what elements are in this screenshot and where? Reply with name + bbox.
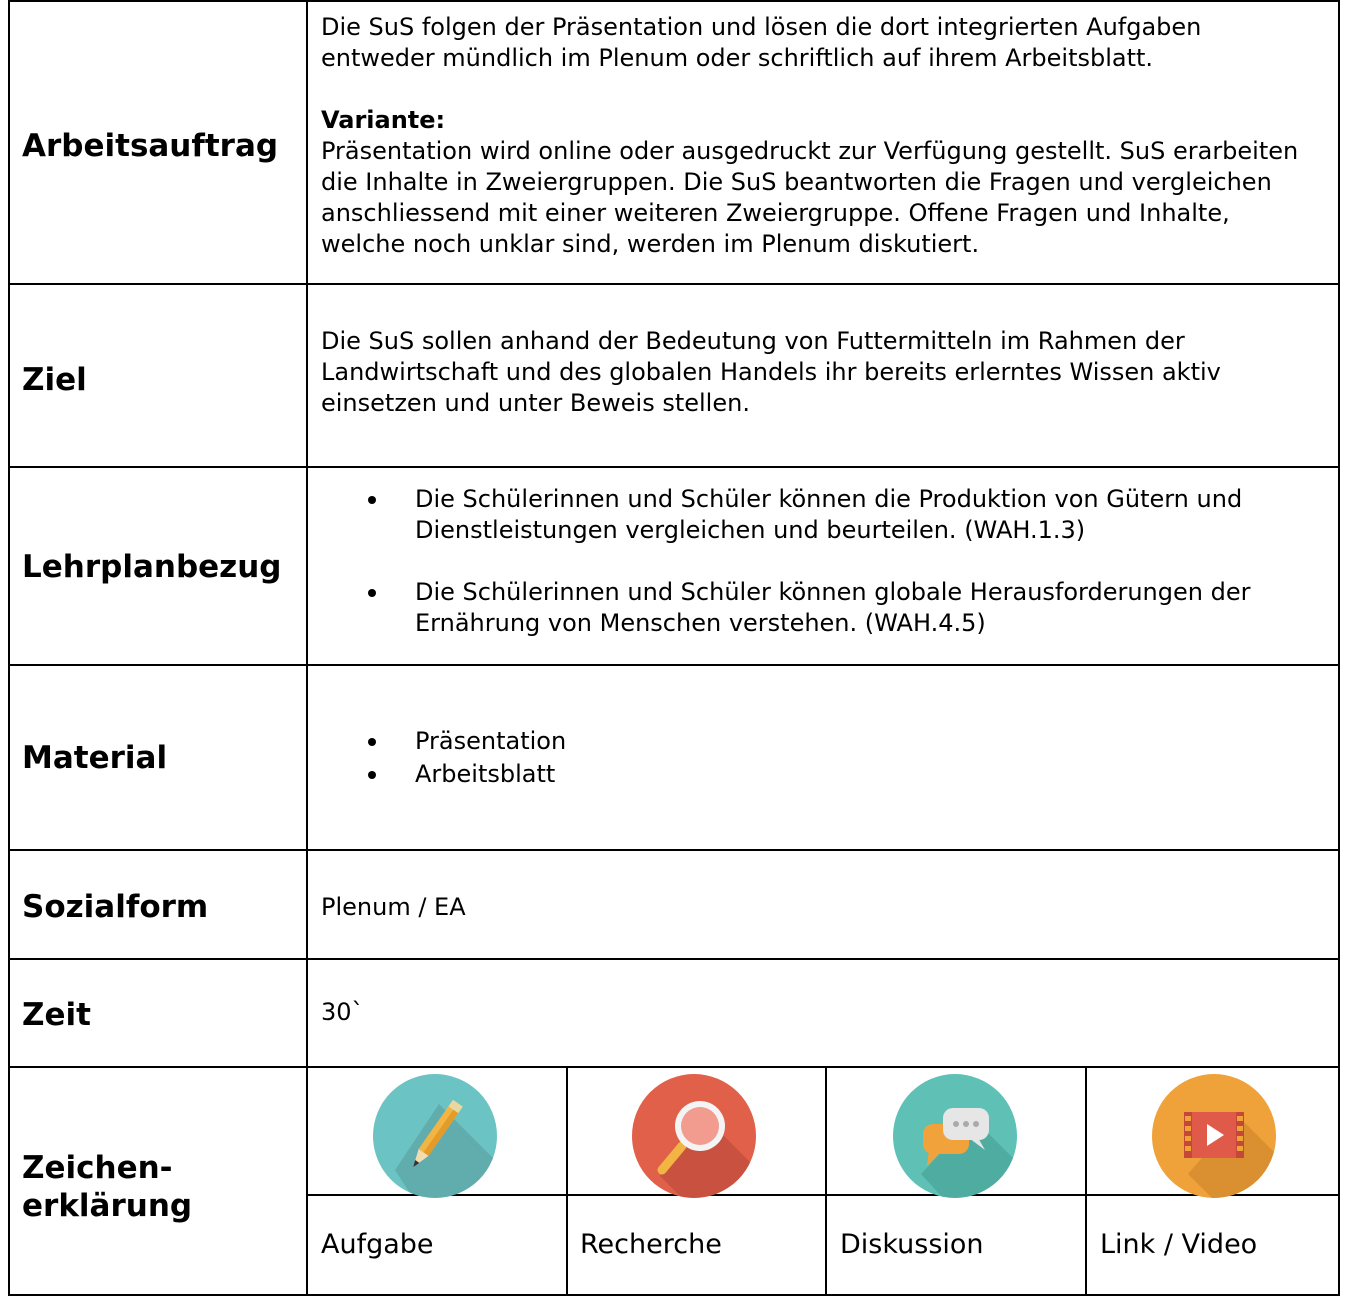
- row-label-zeichenerklaerung: [22, 1149, 192, 1225]
- zeit-value: 30`: [321, 998, 364, 1026]
- lehrplan-list: [321, 484, 1331, 639]
- row-label-material: Material: [22, 740, 168, 776]
- table-border: [566, 1066, 568, 1296]
- bullet-icon: [368, 738, 376, 746]
- row-label-lehrplanbezug: Lehrplanbezug: [22, 549, 282, 585]
- row-label-zeit: Zeit: [22, 997, 91, 1033]
- list-item: [321, 725, 1331, 758]
- ziel-content: [321, 326, 1331, 419]
- text-line: Die SuS sollen anhand der Bedeutung von Futtermitteln im Rahmen der: [321, 327, 1185, 355]
- bullet-icon: [368, 589, 376, 597]
- table-border: [8, 0, 1340, 2]
- table-border: [1085, 1066, 1087, 1296]
- text-line: einsetzen und unter Beweis stellen.: [321, 389, 750, 417]
- sozialform-value: Plenum / EA: [321, 893, 466, 921]
- text-line: Landwirtschaft und des globalen Handels ihr bereits erlerntes Wissen aktiv: [321, 358, 1221, 386]
- row-label-arbeitsauftrag: Arbeitsauftrag: [22, 128, 279, 164]
- row-label-ziel: Ziel: [22, 362, 87, 398]
- spacer: [321, 74, 1331, 105]
- table-border: [8, 283, 1340, 285]
- text-line: Präsentation wird online oder ausgedruckt zur Verfügung gestellt. SuS erarbeiten: [321, 137, 1299, 165]
- material-list: [321, 725, 1331, 791]
- table-border: [8, 1066, 1340, 1068]
- label-line: Zeichen-: [22, 1150, 173, 1186]
- table-border: [8, 466, 1340, 468]
- text-line: anschliessend mit einer weiteren Zweiergruppe. Offene Fragen und Inhalte,: [321, 199, 1230, 227]
- table-border: [306, 1194, 1340, 1196]
- list-item: [321, 484, 1331, 546]
- list-item: [321, 577, 1331, 639]
- variant-heading: Variante:: [321, 106, 446, 134]
- text-line: Die Schülerinnen und Schüler können die Produktion von Gütern und: [415, 485, 1243, 513]
- row-label-sozialform: Sozialform: [22, 889, 209, 925]
- legend-label-aufgabe: Aufgabe: [321, 1229, 434, 1260]
- text-line: die Inhalte in Zweiergruppen. Die SuS beantworten die Fragen und vergleichen: [321, 168, 1272, 196]
- table-border: [8, 958, 1340, 960]
- material-item: Arbeitsblatt: [415, 760, 556, 788]
- lehrplanbezug-content: [321, 484, 1331, 639]
- table-border: [8, 0, 10, 1296]
- magnifier-icon: [632, 1074, 756, 1198]
- bullet-icon: [368, 771, 376, 779]
- arbeitsauftrag-content: [321, 12, 1331, 260]
- text-line: Dienstleistungen vergleichen und beurteilen. (WAH.1.3): [415, 516, 1086, 544]
- table-border: [306, 0, 308, 1296]
- text-line: entweder mündlich im Plenum oder schriftlich auf ihrem Arbeitsblatt.: [321, 44, 1154, 72]
- speech-bubbles-icon: [893, 1074, 1017, 1198]
- table-border: [8, 664, 1340, 666]
- label-line: erklärung: [22, 1188, 193, 1224]
- material-content: [321, 725, 1331, 791]
- pencil-icon: [373, 1074, 497, 1198]
- text-line: Die Schülerinnen und Schüler können globale Herausforderungen der: [415, 578, 1251, 606]
- video-icon: [1152, 1074, 1276, 1198]
- text-line: welche noch unklar sind, werden im Plenum diskutiert.: [321, 230, 980, 258]
- text-line: Die SuS folgen der Präsentation und lösen die dort integrierten Aufgaben: [321, 13, 1202, 41]
- legend-label-recherche: Recherche: [580, 1229, 722, 1260]
- material-item: Präsentation: [415, 727, 567, 755]
- list-item: [321, 758, 1331, 791]
- legend-label-link-video: Link / Video: [1100, 1229, 1258, 1260]
- bullet-icon: [368, 496, 376, 504]
- table-border: [1338, 0, 1340, 1296]
- text-line: Ernährung von Menschen verstehen. (WAH.4.5): [415, 609, 986, 637]
- table-border: [8, 849, 1340, 851]
- legend-label-diskussion: Diskussion: [840, 1229, 984, 1260]
- table-border: [825, 1066, 827, 1296]
